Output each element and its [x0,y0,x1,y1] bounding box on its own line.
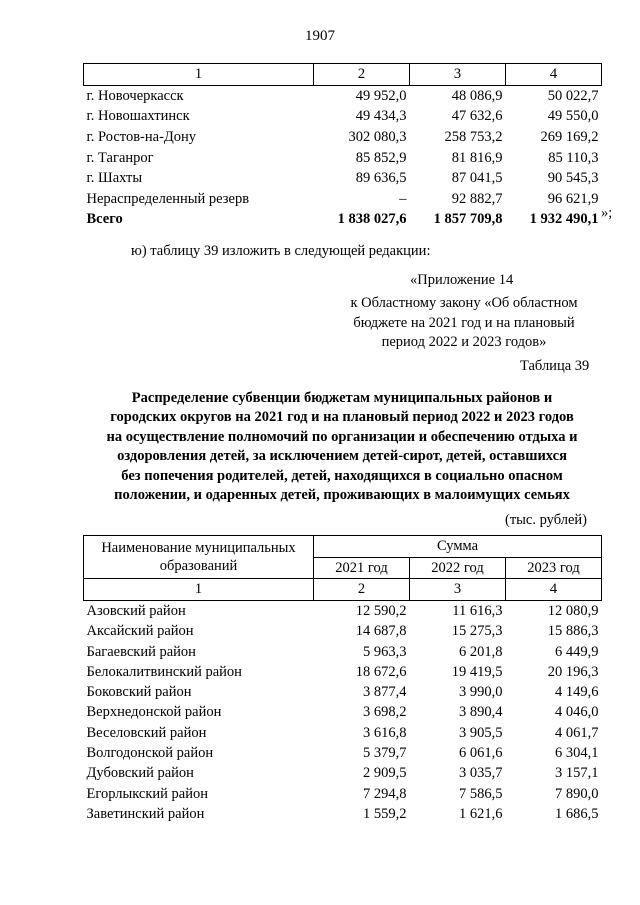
header-cell: 1 [84,64,314,86]
row-value: 5 379,7 [363,745,407,761]
row-value: 4 061,7 [555,724,599,741]
row-value: 81 816,9 [451,149,503,166]
table-row [84,621,602,641]
table-row [84,147,602,168]
row-value: 7 890,0 [555,785,599,802]
header-line: образований [159,558,238,575]
row-value: 3 990,0 [459,684,503,701]
row-name: г. Таганрог [86,149,154,166]
appendix-line: «Приложение 14 [410,272,514,288]
table-2 [83,535,602,824]
table-row [84,763,602,783]
row-value: 6 061,6 [459,745,503,761]
row-value: 11 616,3 [452,602,503,619]
row-value: 3 698,2 [363,704,407,721]
row-name: г. Новочеркасск [86,87,184,104]
row-value: 6 201,8 [459,643,503,660]
year-header: 2023 год [506,557,602,579]
table-1 [83,63,602,230]
row-value: 4 149,6 [555,684,599,701]
appendix-ref-line: период 2022 и 2023 годов» [381,334,547,350]
row-value: 3 877,4 [363,684,407,701]
table-row [84,783,602,803]
table-row [84,804,602,824]
row-name: Веселовский район [86,724,207,741]
row-value: 50 022,7 [547,87,599,104]
title-line: городских округов на 2021 год и на плановый период 2022 и 2023 годов [110,409,574,426]
header-cell: 2 [314,64,410,86]
total-value: 1 857 709,8 [433,211,503,228]
index-cell: 3 [410,579,506,601]
row-value: 5 963,3 [363,643,407,660]
row-value: 15 275,3 [451,623,503,640]
row-value: – [399,190,407,207]
title-line: положении, и одаренных детей, проживающих в малоимущих семьях [114,487,570,504]
table-2-header [84,536,602,558]
row-name: Егорлыкский район [86,785,208,802]
row-value: 1 621,6 [459,805,503,822]
row-name: Белокалитвинский район [86,663,242,680]
row-value: 18 672,6 [355,663,407,680]
column-name-header [84,536,314,579]
row-value: 15 886,3 [547,623,599,640]
row-name: г. Шахты [86,170,143,187]
row-name: Дубовский район [86,765,194,782]
row-name: Азовский район [86,602,186,619]
total-value: 1 932 490,1 [529,211,599,228]
row-name: Багаевский район [86,643,196,660]
total-value: 1 838 027,6 [337,211,407,228]
row-value: 85 852,9 [355,149,407,166]
table-row [84,127,602,148]
row-value: 19 419,5 [451,663,503,680]
table-row [84,600,602,621]
row-value: 1 686,5 [555,805,599,822]
header-cell: 3 [410,64,506,86]
row-value: 3 157,1 [555,765,599,782]
row-value: 92 882,7 [451,190,503,207]
row-name: Верхнедонской район [86,704,222,721]
row-value: 1 559,2 [363,805,407,822]
appendix-ref-line: бюджете на 2021 год и на плановый [353,314,575,331]
row-value: 12 080,9 [547,602,599,619]
row-value: 269 169,2 [540,129,599,146]
table-row [84,723,602,743]
row-value: 6 449,9 [555,643,599,660]
table-2-index [84,579,602,601]
row-value: 2 909,5 [363,765,407,782]
closing-quote: »; [601,205,613,221]
row-value: 7 294,8 [363,785,407,802]
title-line: оздоровления детей, за исключением детей-сирот, детей, оставшихся [117,448,567,465]
table-title [83,389,601,505]
row-value: 47 632,6 [451,108,503,125]
row-name: Боковский район [86,684,192,701]
year-header: 2022 год [410,557,506,579]
column-sum-header: Сумма [314,536,602,558]
year-header: 2021 год [314,557,410,579]
table-1-header [84,64,602,86]
row-value: 258 753,2 [444,129,503,146]
table-row [84,168,602,189]
title-line: без попечения родителей, детей, находящихся в социально опасном [121,467,563,484]
row-value: 3 616,8 [363,724,407,741]
row-value: 87 041,5 [451,170,503,187]
table-row [84,641,602,661]
table-row [84,662,602,682]
index-cell: 1 [84,579,314,601]
appendix-ref-line: к Областному закону «Об областном [350,295,578,311]
row-name: Волгодонской район [86,745,214,761]
title-line: Распределение субвенции бюджетам муниципальных районов и [131,390,553,406]
row-value: 3 905,5 [459,724,503,741]
row-value: 14 687,8 [355,623,407,640]
row-name: г. Новошахтинск [86,108,190,125]
appendix-reference [330,294,598,353]
total-label: Всего [86,211,123,228]
row-name: Нераспределенный резерв [86,190,250,207]
row-value: 85 110,3 [548,149,599,166]
row-value: 48 086,9 [451,87,503,104]
page-number: 1907 [305,28,335,44]
table-row [84,85,602,106]
row-value: 20 196,3 [547,663,599,680]
row-value: 12 590,2 [355,602,407,619]
row-value: 4 046,0 [555,704,599,721]
row-value: 96 621,9 [547,190,599,207]
row-value: 6 304,1 [555,745,599,761]
header-cell: 4 [506,64,602,86]
row-value: 7 586,5 [459,785,503,802]
row-value: 90 545,3 [547,170,599,187]
index-cell: 4 [506,579,602,601]
row-name: г. Ростов-на-Дону [86,129,197,146]
table-row [84,106,602,127]
row-value: 3 890,4 [459,704,503,721]
table-row [84,682,602,702]
instruction-text: ю) таблицу 39 изложить в следующей редакции: [131,243,431,259]
table-row [84,743,602,763]
table-number: Таблица 39 [520,358,590,374]
row-name: Аксайский район [86,623,194,640]
row-value: 49 434,3 [355,108,407,125]
row-value: 302 080,3 [348,129,407,146]
row-value: 49 550,0 [547,108,599,125]
title-line: на осуществление полномочий по организации и обеспечению отдыха и [106,428,578,445]
row-value: 49 952,0 [355,87,407,104]
index-cell: 2 [314,579,410,601]
total-row [84,209,602,230]
units-label: (тыс. рублей) [505,512,587,528]
row-name: Заветинский район [86,805,205,822]
table-row [84,189,602,210]
row-value: 89 636,5 [355,170,407,187]
row-value: 3 035,7 [459,765,503,782]
table-row [84,702,602,722]
header-line: Наименование муниципальных [101,540,296,557]
